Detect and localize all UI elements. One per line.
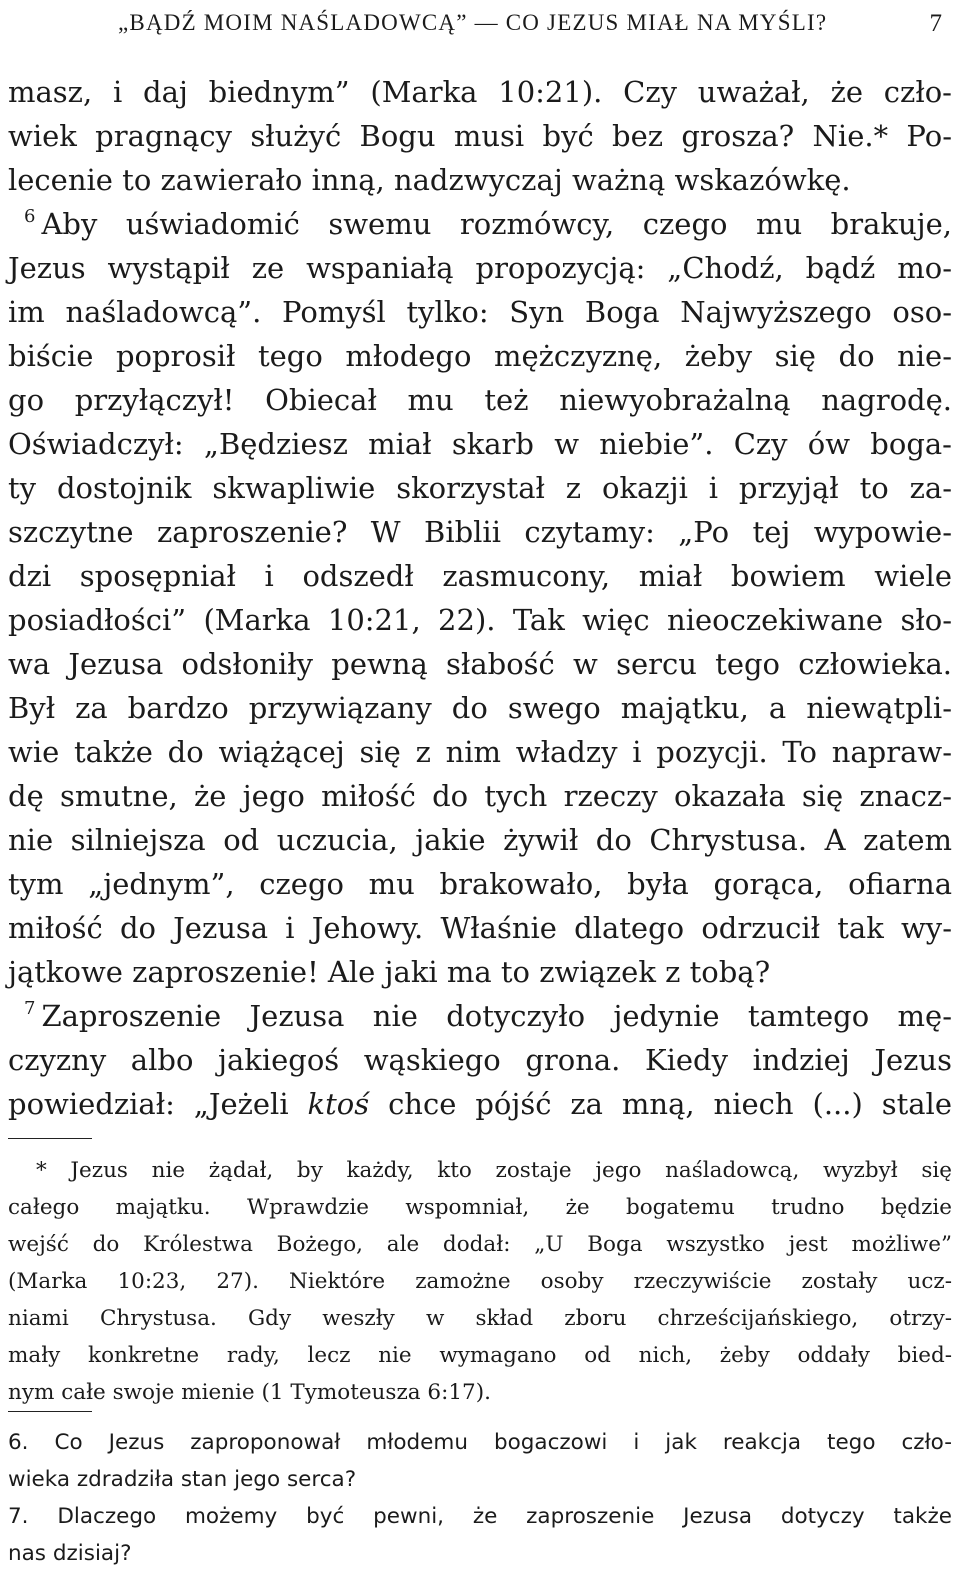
footnote-line: całego majątku. Wprawdzie wspomniał, że bogatemu trudno będzie	[8, 1195, 952, 1220]
text-line: dę smutne, że jego miłość do tych rzeczy okazała się znacz-	[8, 779, 952, 813]
text-line: czyzny albo jakiegoś wąskiego grona. Kiedy indziej Jezus	[8, 1043, 952, 1077]
questions-divider	[8, 1411, 92, 1412]
text-line: im naśladowcą”. Pomyśl tylko: Syn Boga Najwyższego oso-	[8, 295, 952, 329]
book-page	[8, 0, 952, 1590]
text-line: jątkowe zaproszenie! Ale jaki ma to związek z tobą?	[8, 955, 771, 989]
paragraph-number-7: 7	[24, 998, 36, 1019]
text-line: wa Jezusa odsłoniły pewną słabość w sercu tego człowieka.	[8, 647, 952, 681]
text-segment: powiedział: „Jeżeli	[8, 1087, 308, 1121]
text-line: Zaproszenie Jezusa nie dotyczyło jedynie tamtego mę-	[41, 999, 952, 1033]
text-line: dzi sposępniał i odszedł zasmucony, miał bowiem wiele	[8, 559, 952, 593]
text-line: Oświadczył: „Będziesz miał skarb w niebie”. Czy ów boga-	[8, 427, 952, 461]
footnote-line: niami Chrystusa. Gdy weszły w skład zboru chrześcijańskiego, otrzy-	[8, 1306, 952, 1331]
paragraph-number-6: 6	[24, 206, 36, 227]
text-line: miłość do Jezusa i Jehowy. Właśnie dlatego odrzucił tak wy-	[8, 911, 952, 945]
paragraph-6-first-line	[8, 202, 952, 246]
text-line-final	[8, 1082, 952, 1126]
page-number: 7	[929, 10, 942, 37]
text-line: posiadłości” (Marka 10:21, 22). Tak więc nieoczekiwane sło-	[8, 603, 952, 637]
footnote-line: (Marka 10:23, 27). Niektóre zamożne osoby rzeczywiście zostały ucz-	[8, 1269, 952, 1294]
footnote-line: wejść do Królestwa Bożego, ale dodał: „U Boga wszystko jest możliwe”	[8, 1232, 952, 1257]
text-line: Jezus wystąpił ze wspaniałą propozycją: „Chodź, bądź mo-	[8, 251, 952, 285]
footnote	[8, 1152, 952, 1411]
question-line: nas dzisiaj?	[8, 1541, 132, 1566]
study-questions	[8, 1424, 952, 1572]
question-line: 6. Co Jezus zaproponował młodemu bogaczowi i jak reakcja tego czło-	[8, 1430, 952, 1455]
text-line: Był za bardzo przywiązany do swego majątku, a niewątpli-	[8, 691, 952, 725]
text-line: lecenie to zawierało inną, nadzwyczaj ważną wskazówkę.	[8, 163, 851, 197]
text-line: nie silniejsza od uczucia, jakie żywił do Chrystusa. A zatem	[8, 823, 952, 857]
paragraph-7-first-line	[8, 994, 952, 1038]
text-line: tym „jednym”, czego mu brakowało, była gorąca, ofiarna	[8, 867, 952, 901]
footnote-divider	[8, 1138, 92, 1139]
text-line: go przyłączył! Obiecał mu też niewyobrażalną nagrodę.	[8, 383, 952, 417]
main-text	[8, 70, 952, 1126]
text-line: wiek pragnący służyć Bogu musi być bez grosza? Nie.* Po-	[8, 119, 952, 153]
text-line: masz, i daj biednym” (Marka 10:21). Czy uważał, że czło-	[8, 75, 952, 109]
footnote-line: * Jezus nie żądał, by każdy, kto zostaje jego naśladowcą, wyzbył się	[36, 1158, 952, 1183]
text-line: Aby uświadomić swemu rozmówcy, czego mu brakuje,	[41, 207, 952, 241]
footnote-line: mały konkretne rady, lecz nie wymagano od nich, żeby oddały bied-	[8, 1343, 952, 1368]
question-line: 7. Dlaczego możemy być pewni, że zaproszenie Jezusa dotyczy także	[8, 1504, 952, 1529]
text-segment: chce pójść za mną, niech (...) stale	[369, 1087, 952, 1121]
running-header: „BĄDŹ MOIM NAŚLADOWCĄ” — CO JEZUS MIAŁ NA MYŚLI?	[118, 10, 828, 35]
question-line: wieka zdradziła stan jego serca?	[8, 1467, 357, 1492]
emphasized-word: ktoś	[307, 1087, 370, 1121]
text-line: szczytne zaproszenie? W Biblii czytamy: „Po tej wypowie-	[8, 515, 952, 549]
text-line: biście poprosił tego młodego mężczyznę, żeby się do nie-	[8, 339, 952, 373]
footnote-line: nym całe swoje mienie (1 Tymoteusza 6:17).	[8, 1380, 491, 1405]
text-line: ty dostojnik skwapliwie skorzystał z okazji i przyjął to za-	[8, 471, 952, 505]
text-line: wie także do wiążącej się z nim władzy i pozycji. To napraw-	[8, 735, 952, 769]
